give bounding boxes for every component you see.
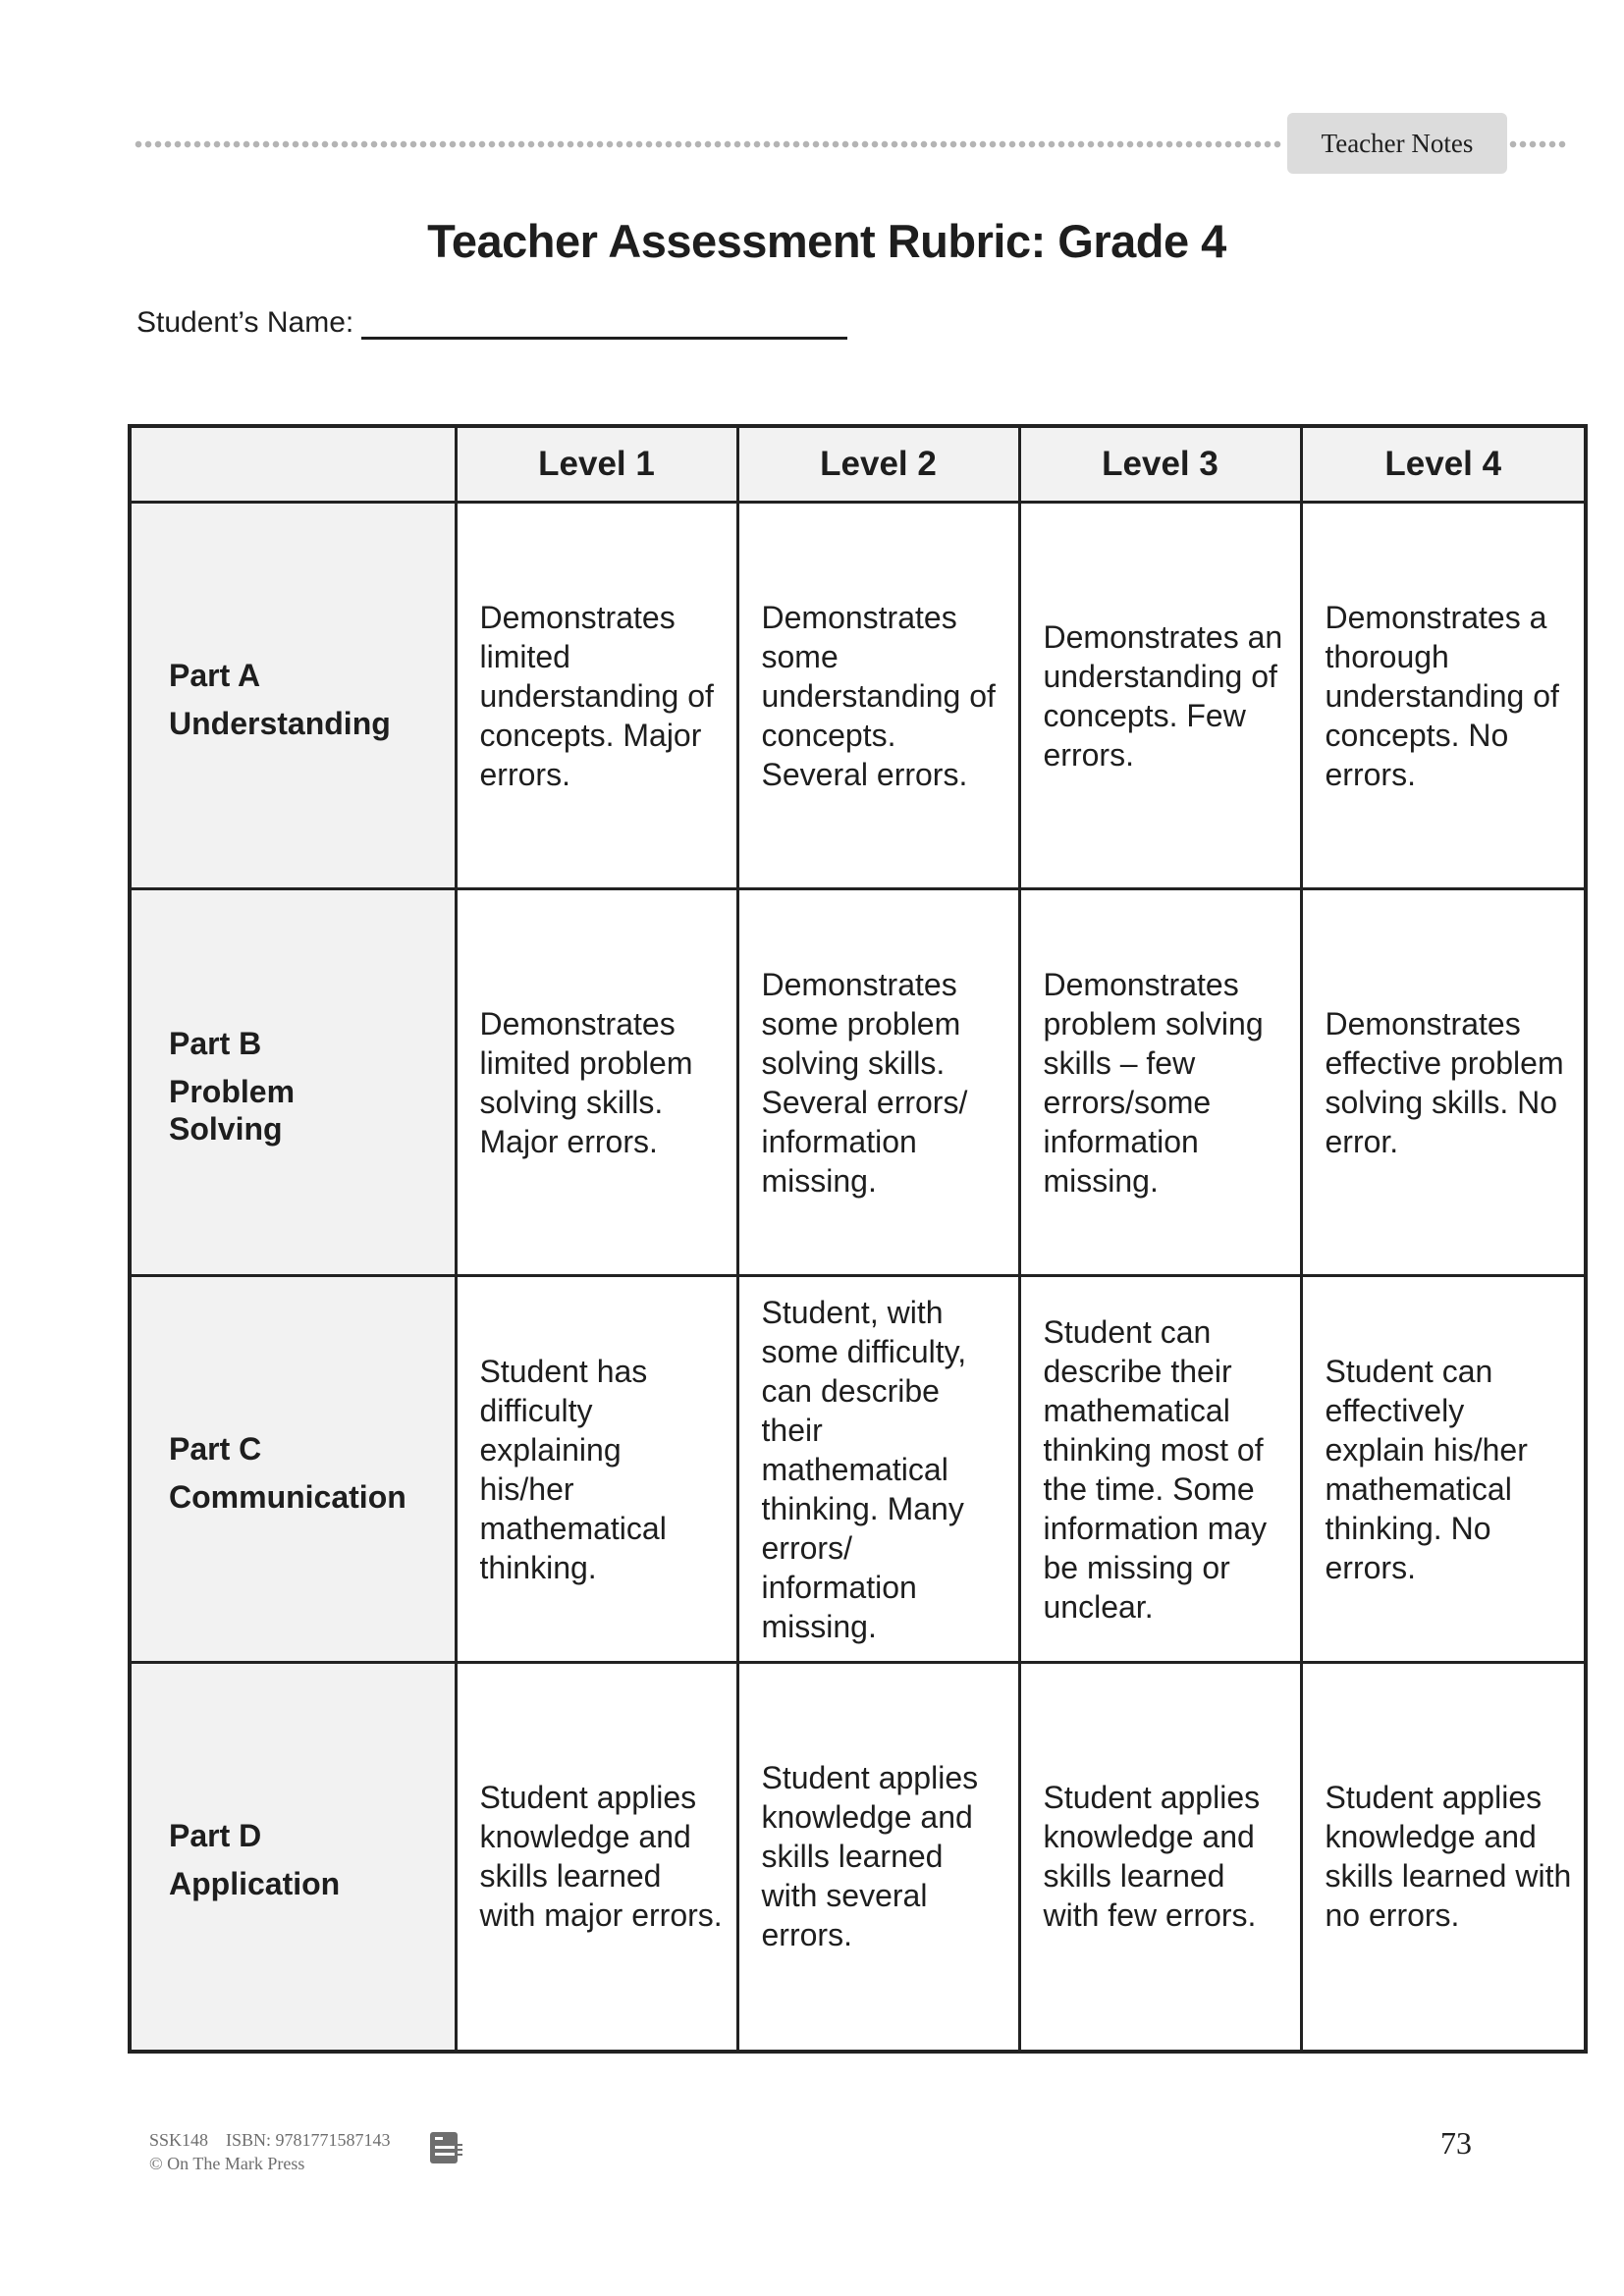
rubric-cell: Demonstrates limited understanding of concepts. Major errors. (456, 503, 737, 889)
isbn: ISBN: 9781771587143 (226, 2130, 391, 2150)
rubric-cell: Student applies knowledge and skills learned with few errors. (1019, 1663, 1301, 2052)
table-row (130, 1663, 1586, 2052)
rubric-cell: Demonstrates limited problem solving skills. Major errors. (456, 889, 737, 1276)
rubric-cell: Student applies knowledge and skills learned with major errors. (456, 1663, 737, 2052)
rubric-cell: Demonstrates an understanding of concepts. Few errors. (1019, 503, 1301, 889)
table-row (130, 889, 1586, 1276)
student-name-field (136, 306, 847, 340)
part-label: Part A (169, 657, 261, 693)
header-row (130, 426, 1586, 503)
rubric-cell: Student can describe their mathematical thinking most of the time. Some information may be missing or unclear. (1019, 1276, 1301, 1663)
book-icon (428, 2130, 463, 2165)
category-label: Understanding (169, 705, 391, 741)
part-label: Part C (169, 1430, 262, 1467)
student-name-label: Student’s Name: (136, 306, 354, 339)
rubric-cell: Demonstrates some understanding of concepts. Several errors. (737, 503, 1019, 889)
rubric-cell: Demonstrates some problem solving skills. Several errors/ information missing. (737, 889, 1019, 1276)
copyright: © On The Mark Press (149, 2154, 305, 2173)
rubric-cell: Student applies knowledge and skills learned with no errors. (1301, 1663, 1586, 2052)
product-code: SSK148 (149, 2130, 209, 2150)
corner-cell (130, 426, 456, 503)
level-4-header: Level 4 (1301, 426, 1586, 503)
page-title: Teacher Assessment Rubric: Grade 4 (427, 215, 1226, 267)
teacher-notes-label: Teacher Notes (1321, 128, 1474, 158)
rubric-cell: Demonstrates effective problem solving skills. No error. (1301, 889, 1586, 1276)
category-label: Communication (169, 1478, 406, 1515)
part-label: Part B (169, 1025, 262, 1061)
level-2-header: Level 2 (737, 426, 1019, 503)
rubric-cell: Student, with some difficulty, can describe their mathematical thinking. Many errors/ information missing. (737, 1276, 1019, 1663)
row-label-part-b (130, 889, 456, 1276)
footer-publication-info (149, 2128, 391, 2175)
level-3-header: Level 3 (1019, 426, 1301, 503)
student-name-blank[interactable] (361, 309, 847, 340)
table-row (130, 1276, 1586, 1663)
rubric-cell: Demonstrates problem solving skills – few errors/some information missing. (1019, 889, 1301, 1276)
category-label: Problem Solving (169, 1073, 296, 1147)
rubric-cell: Student has difficulty explaining his/her mathematical thinking. (456, 1276, 737, 1663)
row-label-part-a (130, 503, 456, 889)
rubric-cell: Demonstrates a thorough understanding of concepts. No errors. (1301, 503, 1586, 889)
row-label-part-d (130, 1663, 456, 2052)
dotted-rule-right (1508, 140, 1567, 148)
teacher-notes-tab (1287, 113, 1507, 174)
rubric-cell: Student can effectively explain his/her mathematical thinking. No errors. (1301, 1276, 1586, 1663)
row-label-part-c (130, 1276, 456, 1663)
page-number: 73 (1440, 2125, 1472, 2161)
rubric-table (128, 424, 1588, 2054)
level-1-header: Level 1 (456, 426, 737, 503)
dotted-rule-left (134, 140, 1282, 148)
category-label: Application (169, 1866, 341, 1902)
table-row (130, 503, 1586, 889)
part-label: Part D (169, 1818, 262, 1854)
rubric-cell: Student applies knowledge and skills learned with several errors. (737, 1663, 1019, 2052)
